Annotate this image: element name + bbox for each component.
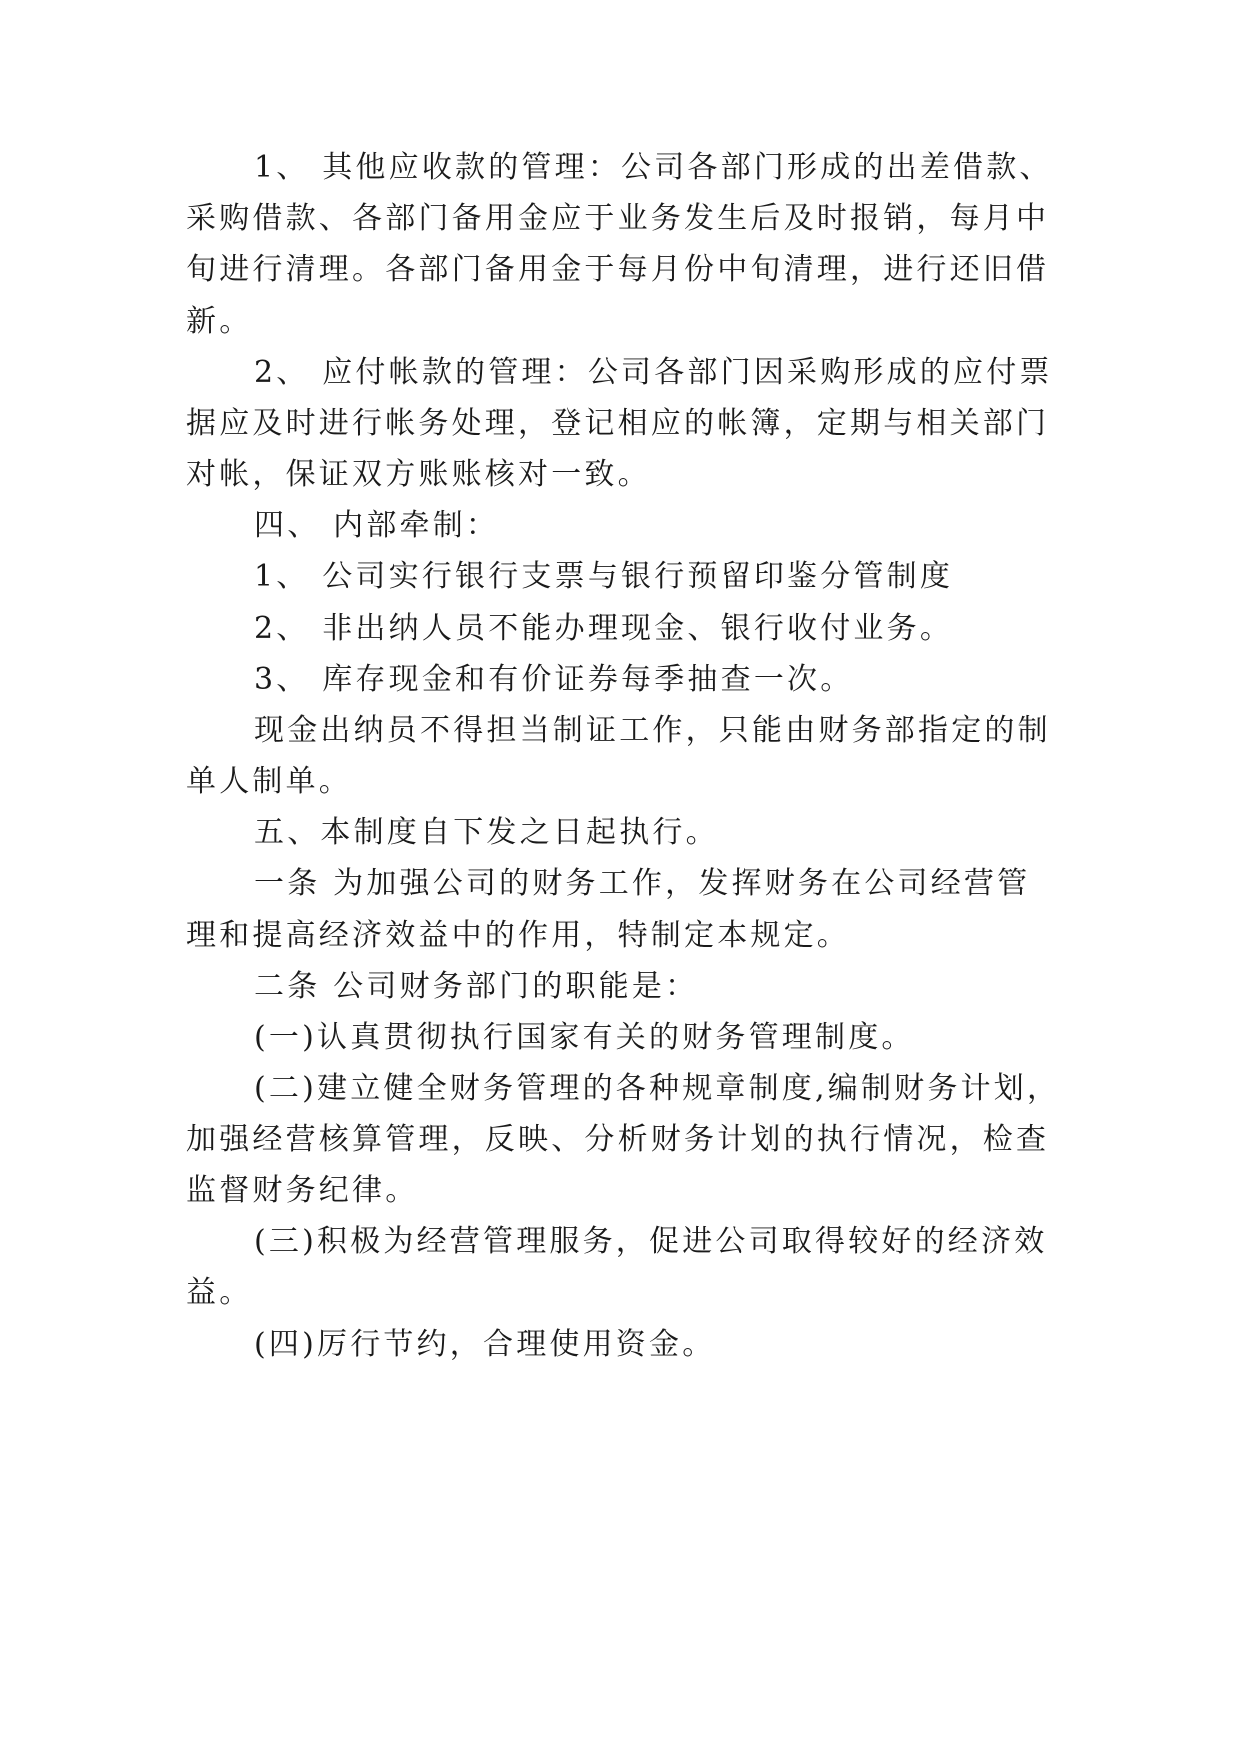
text-line: 一条 为加强公司的财务工作，发挥财务在公司经营管 (254, 866, 1031, 901)
text-line: 监督财务纪律。 (186, 1173, 419, 1208)
text-line: 单人制单。 (186, 764, 352, 799)
text-line: 3、 库存现金和有价证券每季抽查一次。 (254, 662, 854, 697)
text-line: (三)积极为经营管理服务，促进公司取得较好的经济效 (254, 1224, 1048, 1259)
text-line: 2、 应付帐款的管理：公司各部门因采购形成的应付票 (254, 355, 1053, 390)
text-line: 现金出纳员不得担当制证工作，只能由财务部指定的制 (254, 713, 1051, 748)
text-line: (一)认真贯彻执行国家有关的财务管理制度。 (254, 1020, 915, 1055)
text-line: 二条 公司财务部门的职能是： (254, 969, 699, 1004)
text-line: 1、 公司实行银行支票与银行预留印鉴分管制度 (254, 559, 954, 594)
text-line: (四)厉行节约，合理使用资金。 (254, 1327, 716, 1362)
text-line: (二)建立健全财务管理的各种规章制度,编制财务计划， (254, 1071, 1061, 1106)
text-line: 据应及时进行帐务处理，登记相应的帐簿，定期与相关部门 (186, 406, 1050, 441)
text-line: 理和提高经济效益中的作用，特制定本规定。 (186, 918, 850, 953)
text-line: 采购借款、各部门备用金应于业务发生后及时报销，每月中 (186, 201, 1050, 236)
text-line: 益。 (186, 1275, 253, 1310)
text-line: 对帐，保证双方账账核对一致。 (186, 457, 651, 492)
section-heading: 四、 内部牵制： (254, 508, 500, 543)
text-line: 2、 非出纳人员不能办理现金、银行收付业务。 (254, 611, 954, 646)
text-line: 旬进行清理。各部门备用金于每月份中旬清理，进行还旧借 (186, 252, 1050, 287)
text-line: 加强经营核算管理，反映、分析财务计划的执行情况，检查 (186, 1122, 1050, 1157)
text-line: 新。 (186, 304, 253, 339)
section-heading: 五、本制度自下发之日起执行。 (254, 815, 719, 850)
text-line: 1、 其他应收款的管理：公司各部门形成的出差借款、 (254, 150, 1053, 185)
